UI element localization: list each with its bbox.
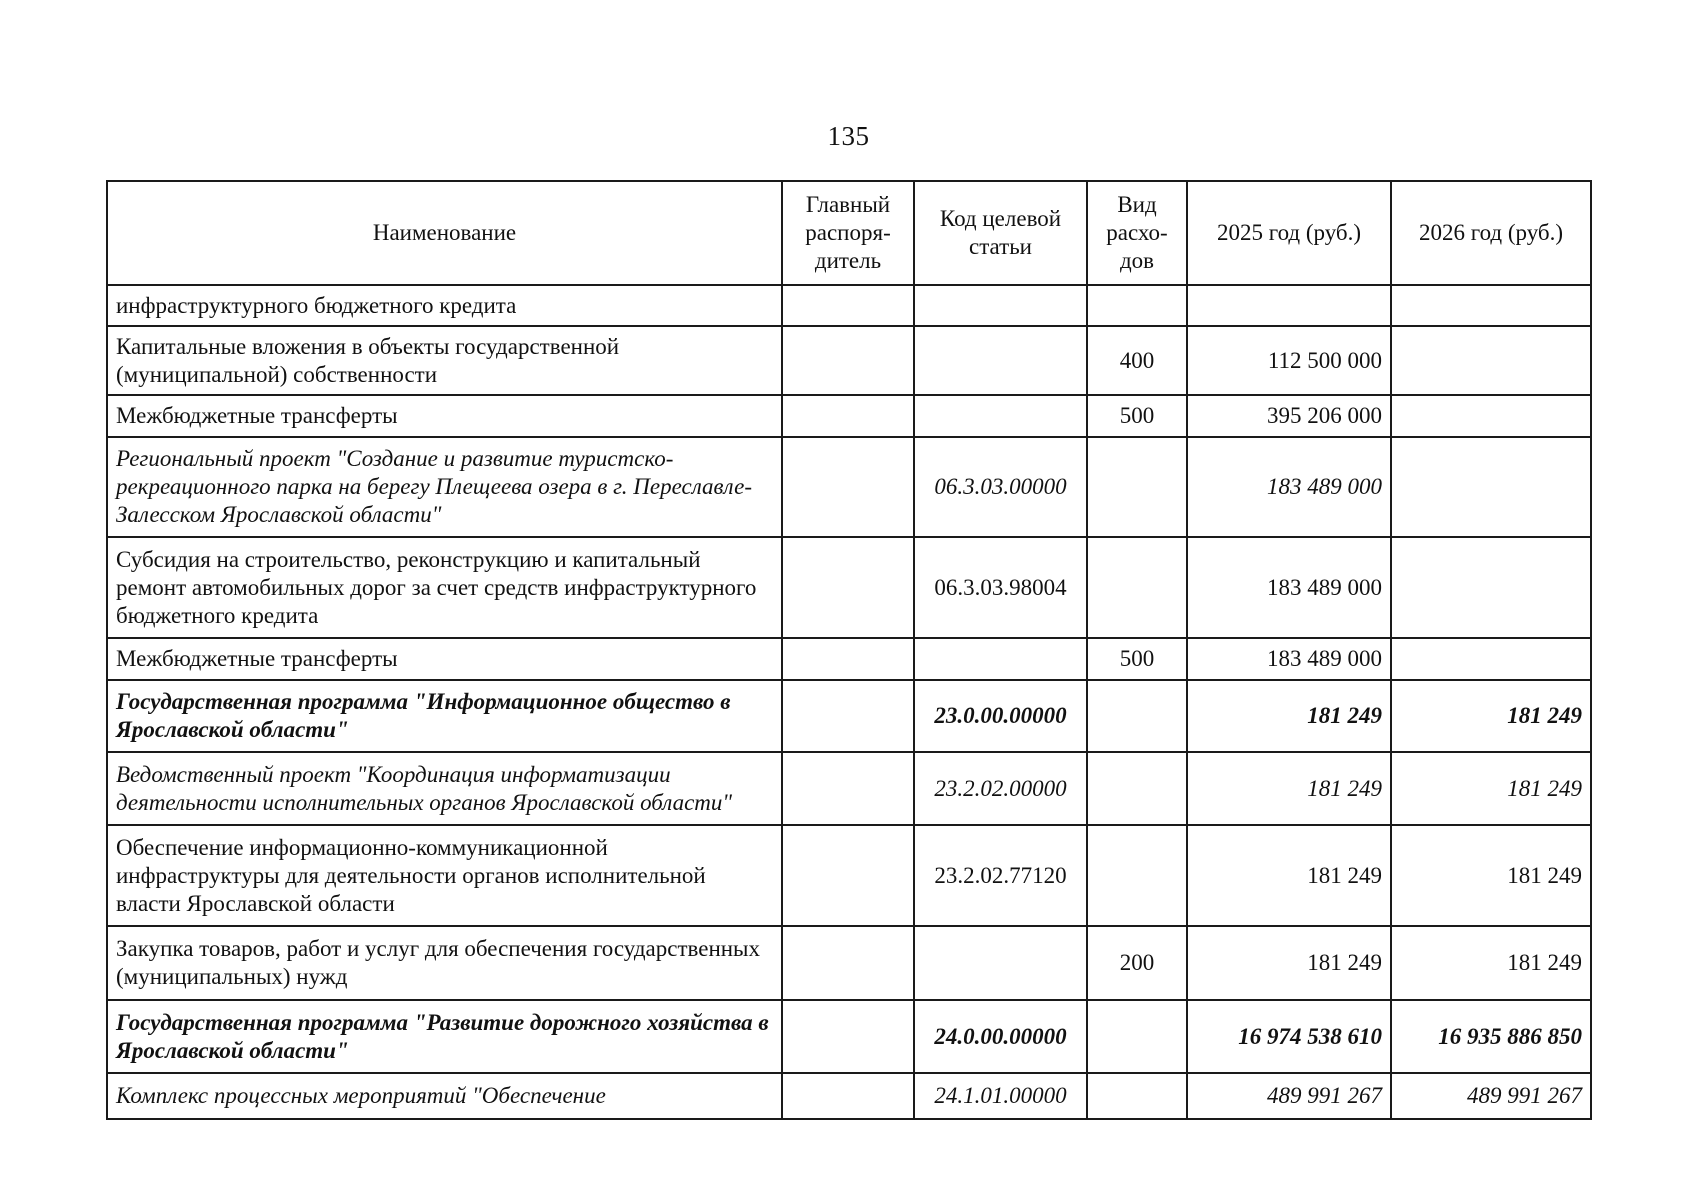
- cell-name: Государственная программа "Информационное общество в Ярославской области": [107, 680, 782, 752]
- cell-name: Региональный проект "Создание и развитие туристско-рекреационного парка на берегу Плещеева озера в г. Переславле-Залесском Ярославской области": [107, 437, 782, 537]
- table-row: [107, 680, 1591, 752]
- cell-main-manager: [782, 926, 914, 1000]
- cell-year-2026: [1391, 285, 1591, 326]
- cell-year-2025: 181 249: [1187, 680, 1391, 752]
- cell-year-2026: [1391, 437, 1591, 537]
- cell-target-code: 23.0.00.00000: [914, 680, 1087, 752]
- table-row: [107, 926, 1591, 1000]
- cell-name: Капитальные вложения в объекты государственной (муниципальной) собственности: [107, 326, 782, 395]
- cell-year-2026: 16 935 886 850: [1391, 1000, 1591, 1073]
- cell-expense-type: [1087, 1000, 1187, 1073]
- cell-target-code: 23.2.02.77120: [914, 825, 1087, 926]
- cell-year-2026: [1391, 638, 1591, 680]
- cell-name: Межбюджетные трансферты: [107, 395, 782, 437]
- cell-expense-type: [1087, 537, 1187, 638]
- cell-main-manager: [782, 825, 914, 926]
- cell-year-2026: [1391, 395, 1591, 437]
- table-row: [107, 825, 1591, 926]
- header-main-manager: Главный распоря-дитель: [782, 181, 914, 285]
- cell-year-2025: 16 974 538 610: [1187, 1000, 1391, 1073]
- cell-year-2026: 489 991 267: [1391, 1073, 1591, 1119]
- cell-year-2026: [1391, 537, 1591, 638]
- cell-expense-type: [1087, 437, 1187, 537]
- table-header-row: [107, 181, 1591, 285]
- cell-year-2026: 181 249: [1391, 680, 1591, 752]
- cell-main-manager: [782, 1000, 914, 1073]
- cell-name: Закупка товаров, работ и услуг для обеспечения государственных (муниципальных) нужд: [107, 926, 782, 1000]
- cell-expense-type: [1087, 680, 1187, 752]
- page-number: 135: [827, 121, 870, 151]
- cell-name: Ведомственный проект "Координация информатизации деятельности исполнительных органов Ярославской области": [107, 752, 782, 825]
- cell-year-2025: 181 249: [1187, 926, 1391, 1000]
- table-row: [107, 437, 1591, 537]
- table-row: [107, 326, 1591, 395]
- cell-main-manager: [782, 1073, 914, 1119]
- cell-year-2025: [1187, 285, 1391, 326]
- cell-year-2025: 489 991 267: [1187, 1073, 1391, 1119]
- table-row: [107, 537, 1591, 638]
- cell-main-manager: [782, 752, 914, 825]
- cell-year-2026: 181 249: [1391, 752, 1591, 825]
- cell-target-code: [914, 285, 1087, 326]
- cell-target-code: 24.0.00.00000: [914, 1000, 1087, 1073]
- cell-expense-type: 200: [1087, 926, 1187, 1000]
- cell-expense-type: [1087, 752, 1187, 825]
- cell-expense-type: 400: [1087, 326, 1187, 395]
- cell-name: Государственная программа "Развитие дорожного хозяйства в Ярославской области": [107, 1000, 782, 1073]
- cell-year-2025: 181 249: [1187, 752, 1391, 825]
- cell-main-manager: [782, 437, 914, 537]
- cell-main-manager: [782, 326, 914, 395]
- header-expense-type: Вид расхо-дов: [1087, 181, 1187, 285]
- cell-expense-type: 500: [1087, 395, 1187, 437]
- header-year-2025: 2025 год (руб.): [1187, 181, 1391, 285]
- cell-target-code: [914, 926, 1087, 1000]
- cell-main-manager: [782, 680, 914, 752]
- cell-target-code: 24.1.01.00000: [914, 1073, 1087, 1119]
- cell-main-manager: [782, 537, 914, 638]
- cell-name: Обеспечение информационно-коммуникационной инфраструктуры для деятельности органов исполнительной власти Ярославской области: [107, 825, 782, 926]
- header-year-2026: 2026 год (руб.): [1391, 181, 1591, 285]
- cell-year-2025: 183 489 000: [1187, 437, 1391, 537]
- table-row: [107, 752, 1591, 825]
- cell-expense-type: 500: [1087, 638, 1187, 680]
- cell-target-code: [914, 395, 1087, 437]
- table-row: [107, 638, 1591, 680]
- cell-year-2026: [1391, 326, 1591, 395]
- cell-year-2025: 181 249: [1187, 825, 1391, 926]
- cell-year-2025: 395 206 000: [1187, 395, 1391, 437]
- cell-main-manager: [782, 395, 914, 437]
- cell-year-2026: 181 249: [1391, 926, 1591, 1000]
- header-name: Наименование: [107, 181, 782, 285]
- cell-name: Межбюджетные трансферты: [107, 638, 782, 680]
- cell-target-code: 23.2.02.00000: [914, 752, 1087, 825]
- cell-year-2026: 181 249: [1391, 825, 1591, 926]
- table-row: [107, 285, 1591, 326]
- cell-expense-type: [1087, 285, 1187, 326]
- cell-year-2025: 183 489 000: [1187, 638, 1391, 680]
- cell-name: Комплекс процессных мероприятий "Обеспечение: [107, 1073, 782, 1119]
- cell-target-code: [914, 326, 1087, 395]
- table-row: [107, 1000, 1591, 1073]
- cell-main-manager: [782, 285, 914, 326]
- table-row: [107, 395, 1591, 437]
- cell-year-2025: 112 500 000: [1187, 326, 1391, 395]
- cell-target-code: 06.3.03.00000: [914, 437, 1087, 537]
- cell-main-manager: [782, 638, 914, 680]
- cell-target-code: 06.3.03.98004: [914, 537, 1087, 638]
- cell-name: инфраструктурного бюджетного кредита: [107, 285, 782, 326]
- cell-year-2025: 183 489 000: [1187, 537, 1391, 638]
- table-row: [107, 1073, 1591, 1119]
- header-target-code: Код целевой статьи: [914, 181, 1087, 285]
- cell-name: Субсидия на строительство, реконструкцию и капитальный ремонт автомобильных дорог за счет средств инфраструктурного бюджетного кредита: [107, 537, 782, 638]
- budget-table: [106, 180, 1592, 1120]
- cell-expense-type: [1087, 825, 1187, 926]
- cell-target-code: [914, 638, 1087, 680]
- cell-expense-type: [1087, 1073, 1187, 1119]
